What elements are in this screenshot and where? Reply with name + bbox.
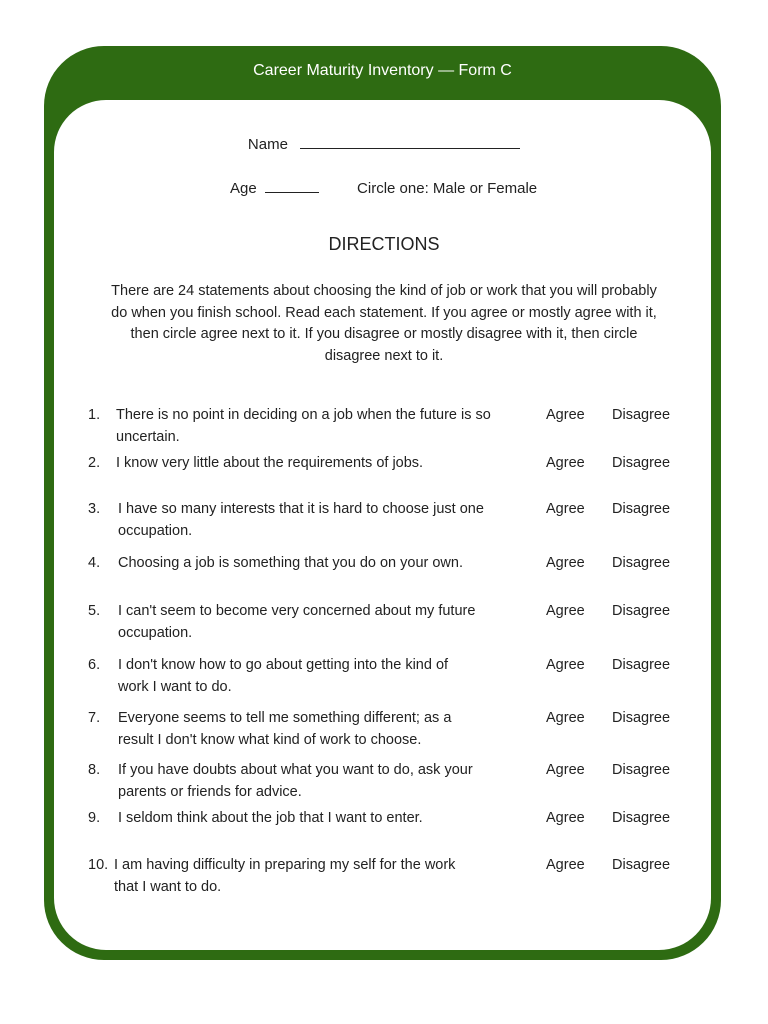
agree-option[interactable]: Agree — [546, 603, 585, 619]
item-number: 9. — [88, 810, 101, 826]
item-statement: I seldom think about the job that I want to enter. — [118, 810, 423, 826]
item-number: 10. — [88, 857, 109, 873]
disagree-option[interactable]: Disagree — [612, 555, 671, 571]
disagree-option[interactable]: Disagree — [612, 603, 671, 619]
item-statement: I can't seem to become very concerned about my future occupation. — [118, 603, 476, 641]
item-number: 4. — [88, 555, 101, 571]
name-field[interactable] — [300, 134, 520, 149]
item-statement: I am having difficulty in preparing my self for the work that I want to do. — [114, 857, 456, 895]
agree-option[interactable]: Agree — [546, 810, 585, 826]
item-number: 7. — [88, 710, 101, 726]
agree-option[interactable]: Agree — [546, 555, 585, 571]
disagree-option[interactable]: Disagree — [612, 762, 671, 778]
item-statement: If you have doubts about what you want to do, ask your parents or friends for advice. — [118, 762, 473, 800]
disagree-option[interactable]: Disagree — [612, 710, 671, 726]
item-number: 5. — [88, 603, 101, 619]
item-number: 8. — [88, 762, 101, 778]
item-statement: I have so many interests that it is hard to choose just one occupation. — [118, 501, 484, 539]
agree-option[interactable]: Agree — [546, 501, 585, 517]
item-number: 3. — [88, 501, 101, 517]
agree-option[interactable]: Agree — [546, 762, 585, 778]
age-field[interactable] — [265, 178, 319, 193]
age-row — [230, 178, 537, 197]
disagree-option[interactable]: Disagree — [612, 657, 671, 673]
agree-option[interactable]: Agree — [546, 407, 585, 423]
gender-label: Circle one: Male or Female — [357, 180, 538, 197]
item-number: 2. — [88, 455, 101, 471]
age-label: Age — [230, 180, 257, 197]
item-statement: Everyone seems to tell me something different; as a result I don't know what kind of work to choose. — [118, 710, 452, 748]
item-statement: I know very little about the requirements of jobs. — [116, 455, 424, 471]
disagree-option[interactable]: Disagree — [612, 501, 671, 517]
name-row — [0, 134, 768, 153]
disagree-option[interactable]: Disagree — [612, 455, 671, 471]
agree-option[interactable]: Agree — [546, 857, 585, 873]
directions-title: DIRECTIONS — [328, 234, 440, 254]
name-label: Name — [247, 136, 288, 153]
directions-text: There are 24 statements about choosing the kind of job or work that you will probably do when you finish school. Read each statement. If you agree or mostly agree with it, then circle agree next to it. If you disagree or mostly disagree with it, then circle disagree next to it. — [111, 283, 657, 364]
disagree-option[interactable]: Disagree — [612, 407, 671, 423]
item-number: 1. — [88, 407, 101, 423]
disagree-option[interactable]: Disagree — [612, 810, 671, 826]
agree-option[interactable]: Agree — [546, 455, 585, 471]
agree-option[interactable]: Agree — [546, 710, 585, 726]
item-number: 6. — [88, 657, 101, 673]
item-statement: Choosing a job is something that you do on your own. — [118, 555, 463, 571]
disagree-option[interactable]: Disagree — [612, 857, 671, 873]
agree-option[interactable]: Agree — [546, 657, 585, 673]
page-title: Career Maturity Inventory — Form C — [253, 62, 512, 79]
item-statement: I don't know how to go about getting into the kind of work I want to do. — [118, 657, 449, 695]
item-statement: There is no point in deciding on a job when the future is so uncertain. — [116, 407, 491, 445]
